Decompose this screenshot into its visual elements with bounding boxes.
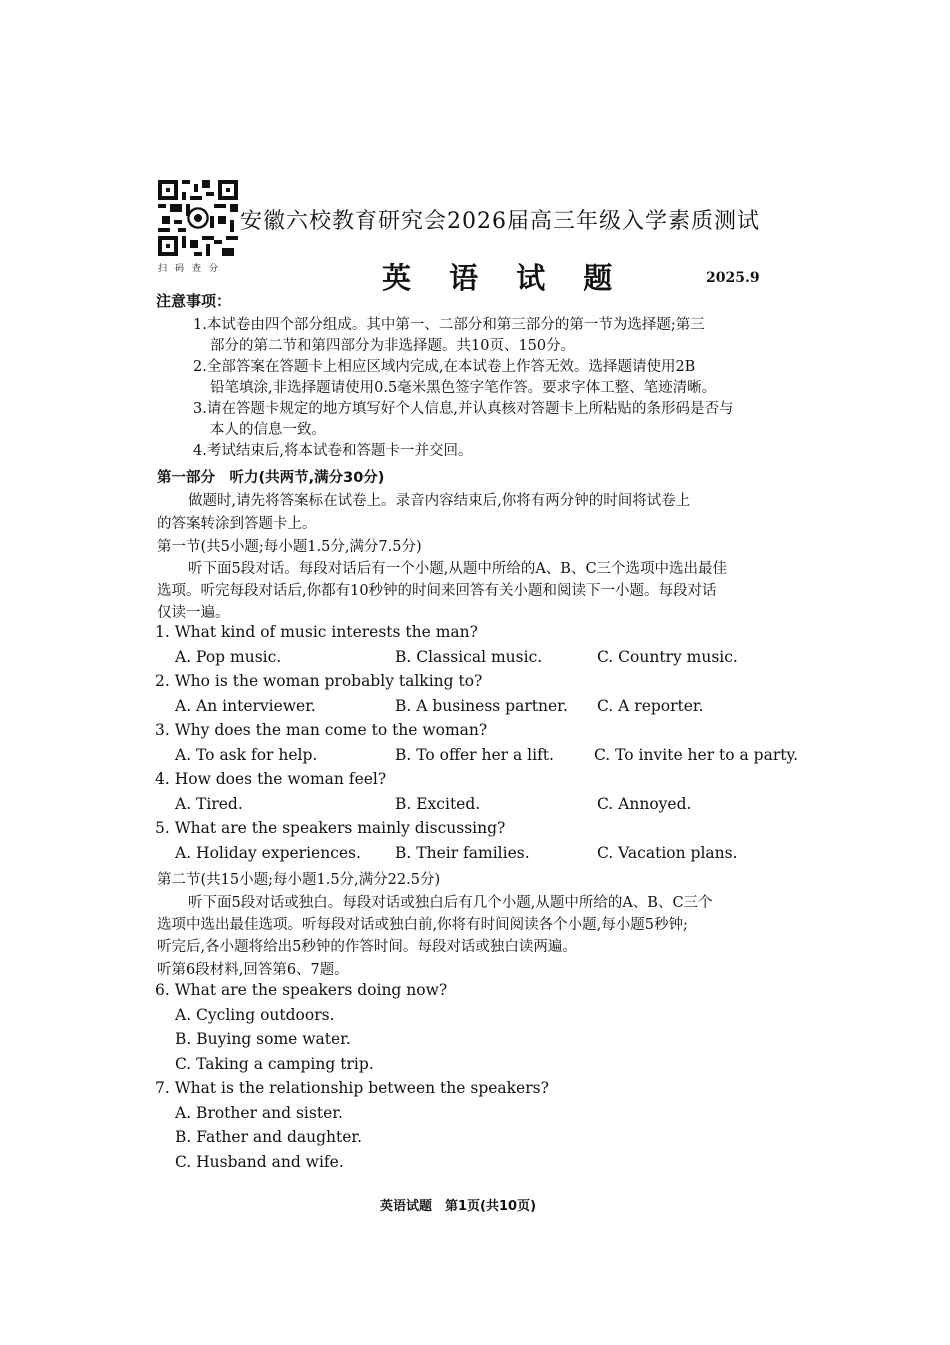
section1-intro-line: 仅读一遍。 — [157, 605, 230, 621]
option-c: C. Vacation plans. — [597, 844, 738, 862]
page-footer: 英语试题 第1页(共10页) — [380, 1199, 537, 1214]
section1-intro-line: 选项。听完每段对话后,你都有10秒钟的时间来回答有关小题和阅读下一小题。每段对话 — [157, 583, 717, 599]
option-b: B. Excited. — [395, 795, 481, 813]
question: 4. How does the woman feel? — [155, 770, 387, 788]
option-c: C. Taking a camping trip. — [175, 1055, 374, 1073]
exam-title: 安徽六校教育研究会2026届高三年级入学素质测试 — [240, 209, 760, 234]
option-a: A. Holiday experiences. — [175, 844, 361, 862]
section1-heading: 第一节(共5小题;每小题1.5分,满分7.5分) — [157, 539, 422, 555]
notice-heading: 注意事项： — [156, 292, 232, 310]
option-b: B. Their families. — [395, 844, 530, 862]
section1-intro-line: 听下面5段对话。每段对话后有一个小题,从题中所给的A、B、C三个选项中选出最佳 — [188, 561, 728, 577]
option-c: C. A reporter. — [597, 697, 704, 715]
section2-intro-line: 听完后,各小题将给出5秒钟的作答时间。每段对话或独白读两遍。 — [157, 939, 577, 955]
option-b: B. Classical music. — [395, 648, 543, 666]
option-a: A. Tired. — [175, 795, 243, 813]
section2-intro-line: 听下面5段对话或独白。每段对话或独白后有几个小题,从题中所给的A、B、C三个 — [188, 895, 713, 911]
option-a: A. An interviewer. — [175, 697, 316, 715]
part1-heading: 第一部分 听力(共两节,满分30分) — [157, 470, 385, 486]
question: 1. What kind of music interests the man? — [155, 623, 478, 641]
option-c: C. Annoyed. — [597, 795, 692, 813]
notice-line: 4.考试结束后,将本试卷和答题卡一并交回。 — [193, 443, 473, 459]
question: 6. What are the speakers doing now? — [155, 981, 448, 999]
option-b: B. To offer her a lift. — [395, 746, 554, 764]
part1-intro-line: 的答案转涂到答题卡上。 — [157, 516, 317, 532]
question: 3. Why does the man come to the woman? — [155, 721, 488, 739]
notice-line: 3.请在答题卡规定的地方填写好个人信息,并认真核对答题卡上所粘贴的条形码是否与 — [193, 401, 734, 417]
notice-line: 1.本试卷由四个部分组成。其中第一、二部分和第三部分的第一节为选择题;第三 — [193, 317, 705, 333]
option-b: B. Buying some water. — [175, 1030, 351, 1048]
option-b: B. Father and daughter. — [175, 1128, 363, 1146]
notice-line: 部分的第二节和第四部分为非选择题。共10页、150分。 — [210, 338, 576, 354]
option-b: B. A business partner. — [395, 697, 568, 715]
section2-heading: 第二节(共15小题;每小题1.5分,满分22.5分) — [157, 872, 441, 888]
material-note: 听第6段材料,回答第6、7题。 — [157, 962, 349, 978]
question: 7. What is the relationship between the speakers? — [155, 1079, 549, 1097]
option-c: C. To invite her to a party. — [594, 746, 799, 764]
section2-intro-line: 选项中选出最佳选项。听每段对话或独白前,你将有时间阅读各个小题,每小题5秒钟; — [157, 917, 688, 933]
option-a: A. Brother and sister. — [175, 1104, 343, 1122]
exam-date: 2025.9 — [706, 270, 760, 286]
notice-line: 本人的信息一致。 — [210, 422, 326, 438]
option-c: C. Husband and wife. — [175, 1153, 344, 1171]
qr-code-icon — [158, 180, 238, 256]
question: 5. What are the speakers mainly discussing? — [155, 819, 506, 837]
notice-line: 2.全部答案在答题卡上相应区域内完成,在本试卷上作答无效。选择题请使用2B — [193, 359, 696, 375]
notice-line: 铅笔填涂,非选择题请使用0.5毫米黑色签字笔作答。要求字体工整、笔迹清晰。 — [210, 380, 717, 396]
option-a: A. Cycling outdoors. — [175, 1006, 335, 1024]
qr-caption: 扫码查分 — [158, 264, 227, 274]
subject-title: 英 语 试 题 — [382, 261, 627, 295]
option-a: A. To ask for help. — [175, 746, 318, 764]
question: 2. Who is the woman probably talking to? — [155, 672, 483, 690]
option-c: C. Country music. — [597, 648, 738, 666]
part1-intro-line: 做题时,请先将答案标在试卷上。录音内容结束后,你将有两分钟的时间将试卷上 — [188, 493, 691, 509]
option-a: A. Pop music. — [175, 648, 282, 666]
